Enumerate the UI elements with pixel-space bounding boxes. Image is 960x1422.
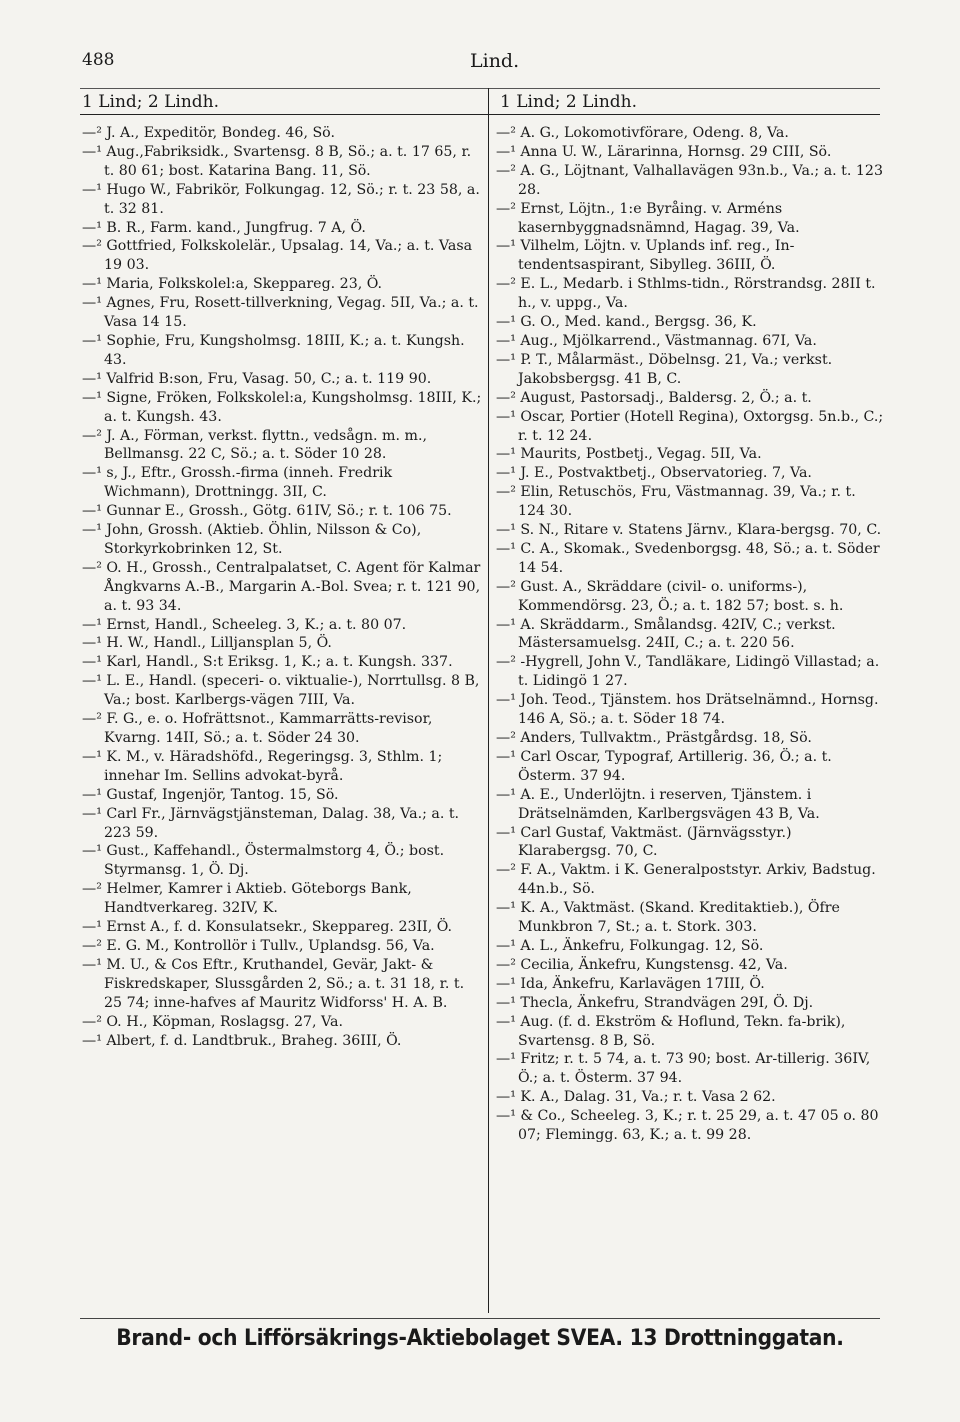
directory-entry: —¹ M. U., & Cos Eftr., Kruthandel, Gevär, Jakt- & Fiskredskaper, Slussgården 2, Sö.; a. t. 31 18, r. t. 25 74; inne-hafves af Mauritz Widforss' H. A. B. (82, 956, 465, 1011)
directory-entry: —² Cecilia, Änkefru, Kungstensg. 42, Va. (496, 956, 788, 973)
directory-entry: —¹ Signe, Fröken, Folkskolel:a, Kungsholmsg. 18III, K.; a. t. Kungsh. 43. (82, 389, 482, 425)
directory-entry: —¹ Carl Oscar, Typograf, Artillerig. 36, Ö.; a. t. Österm. 37 94. (496, 748, 832, 784)
directory-entry: —² Elin, Retuschös, Fru, Västmannag. 39, Va.; r. t. 124 30. (496, 484, 856, 520)
directory-entry: —¹ Ernst A., f. d. Konsulatsekr., Skeppareg. 23II, Ö. (82, 919, 453, 936)
directory-entry: —² J. A., Expeditör, Bondeg. 46, Sö. (82, 125, 335, 141)
directory-entry: —¹ Karl, Handl., S:t Eriksg. 1, K.; a. t. Kungsh. 337. (82, 654, 453, 671)
directory-entry: —¹ C. A., Skomak., Svedenborgsg. 48, Sö.; a. t. Söder 14 54. (496, 540, 880, 576)
directory-entry: —¹ Maurits, Postbetj., Vegag. 5II, Va. (496, 446, 762, 463)
directory-entry: —² A. G., Lokomotivförare, Odeng. 8, Va. (496, 125, 789, 141)
directory-entry: —² O. H., Köpman, Roslagsg. 27, Va. (82, 1013, 343, 1030)
directory-entry: —¹ K. A., Dalag. 31, Va.; r. t. Vasa 2 62. (496, 1089, 776, 1106)
footer-rule (80, 1318, 880, 1319)
right-column-heading: 1 Lind; 2 Lindh. (500, 92, 638, 112)
directory-entry: —¹ B. R., Farm. kand., Jungfrug. 7 A, Ö. (82, 219, 366, 236)
directory-entry: —¹ Aug. (f. d. Ekström & Hoflund, Tekn. fa-brik), Svartensg. 8 B, Sö. (496, 1013, 846, 1049)
directory-entry: —¹ Thecla, Änkefru, Strandvägen 29I, Ö. Dj. (496, 994, 814, 1011)
directory-entry: —¹ K. M., v. Häradshöfd., Regeringsg. 3, Sthlm. 1; innehar Im. Sellins advokat-byrå. (82, 748, 443, 784)
right-column (496, 124, 886, 1145)
directory-entry: —² Gust. A., Skräddare (civil- o. uniforms-), Kommendörsg. 23, Ö.; a. t. 182 57; bost. s. h. (496, 578, 844, 614)
directory-entry: —¹ Agnes, Fru, Rosett-tillverkning, Vegag. 5II, Va.; a. t. Vasa 14 15. (82, 295, 479, 331)
directory-entry: —¹ S. N., Ritare v. Statens Järnv., Klara-bergsg. 70, C. (496, 522, 882, 539)
page-number: 488 (82, 50, 115, 70)
directory-entry: —¹ J. E., Postvaktbetj., Observatorieg. 7, Va. (496, 465, 812, 482)
directory-entry: —¹ H. W., Handl., Lilljansplan 5, Ö. (82, 635, 332, 652)
directory-entry: —² Helmer, Kamrer i Aktieb. Göteborgs Bank, Handtverkareg. 32IV, K. (82, 881, 412, 917)
directory-entry: —¹ G. O., Med. kand., Bergsg. 36, K. (496, 314, 757, 331)
left-column-heading: 1 Lind; 2 Lindh. (82, 92, 220, 112)
directory-entry: —¹ Aug., Mjölkarrend., Västmannag. 67I, Va. (496, 332, 817, 349)
directory-entry: —² J. A., Förman, verkst. flyttn., vedsågn. m. m., Bellmansg. 22 C, Sö.; a. t. Söder 10 28. (82, 427, 427, 463)
directory-entry: —¹ K. A., Vaktmäst. (Skand. Kreditaktieb.), Öfre Munkbron 7, St.; a. t. Stork. 303. (496, 900, 840, 936)
directory-entry: —² A. G., Löjtnant, Valhallavägen 93n.b., Va.; a. t. 123 28. (496, 162, 883, 198)
directory-entry: —¹ P. T., Målarmäst., Döbelnsg. 21, Va.; verkst. Jakobsbergsg. 41 B, C. (496, 351, 833, 387)
directory-entry: —¹ L. E., Handl. (speceri- o. viktualie-), Norrtullsg. 8 B, Va.; bost. Karlbergs-vägen 7III, Va. (82, 673, 480, 709)
directory-entry: —¹ Vilhelm, Löjtn. v. Uplands inf. reg., In-tendentsaspirant, Sibylleg. 36III, Ö. (496, 238, 795, 274)
directory-entry: —¹ Sophie, Fru, Kungsholmsg. 18III, K.; a. t. Kungsh. 43. (82, 332, 465, 368)
directory-entry: —¹ Valfrid B:son, Fru, Vasag. 50, C.; a. t. 119 90. (82, 370, 432, 387)
directory-entry: —² F. G., e. o. Hofrättsnot., Kammarrätts-revisor, Kvarng. 14II, Sö.; a. t. Söder 24 30. (82, 711, 433, 746)
directory-entry: —¹ s, J., Eftr., Grossh.-firma (inneh. Fredrik Wichmann), Drottningg. 3II, C. (82, 465, 393, 501)
directory-entry: —¹ & Co., Scheeleg. 3, K.; r. t. 25 29, a. t. 47 05 o. 80 07; Flemingg. 63, K.; a. t. 99 28. (496, 1108, 879, 1144)
directory-entry: —¹ Maria, Folkskolel:a, Skeppareg. 23, Ö. (82, 276, 383, 293)
directory-entry: —² F. A., Vaktm. i K. Generalpoststyr. Arkiv, Badstug. 44n.b., Sö. (496, 862, 876, 898)
directory-entry: —² E. L., Medarb. i Sthlms-tidn., Rörstrandsg. 28II t. h., v. uppg., Va. (496, 276, 876, 312)
directory-entry: —¹ Oscar, Portier (Hotell Regina), Oxtorgsg. 5n.b., C.; r. t. 12 24. (496, 408, 884, 444)
directory-entry: —¹ Albert, f. d. Landtbruk., Braheg. 36III, Ö. (82, 1032, 402, 1049)
header-rule (80, 88, 880, 89)
directory-entry: —¹ Gust., Kaffehandl., Östermalmstorg 4, Ö.; bost. Styrmansg. 1, Ö. Dj. (82, 843, 445, 879)
directory-entry: —² Anders, Tullvaktm., Prästgårdsg. 18, Sö. (496, 730, 812, 746)
footer-advertisement: Brand- och Lifförsäkrings-Aktiebolaget SVEA. 13 Drottninggatan. (116, 1326, 844, 1351)
directory-entry: —¹ Ida, Änkefru, Karlavägen 17III, Ö. (496, 975, 765, 992)
directory-entry: —¹ Gustaf, Ingenjör, Tantog. 15, Sö. (82, 786, 339, 803)
directory-entry: —¹ A. L., Änkefru, Folkungag. 12, Sö. (496, 937, 764, 954)
directory-entry: —¹ Anna U. W., Lärarinna, Hornsg. 29 CIII, Sö. (496, 143, 832, 160)
directory-entry: —¹ Joh. Teod., Tjänstem. hos Drätselnämnd., Hornsg. 146 A, Sö.; a. t. Söder 18 74. (496, 692, 879, 728)
directory-entry: —¹ Carl Gustaf, Vaktmäst. (Järnvägsstyr.) Klarabergsg. 70, C. (496, 824, 792, 860)
directory-entry: —² O. H., Grossh., Centralpalatset, C. Agent för Kalmar Ångkvarns A.-B., Margarin A.-Bol. Svea; r. t. 121 90, a. t. 93 34. (82, 559, 481, 614)
directory-entry: —² Ernst, Löjtn., 1:e Byråing. v. Arméns kasernbyggnadsnämnd, Hagag. 39, Va. (496, 200, 800, 236)
directory-entry: —² -Hygrell, John V., Tandläkare, Lidingö Villastad; a. t. Lidingö 1 27. (496, 654, 880, 690)
directory-entry: —¹ Carl Fr., Järnvägstjänsteman, Dalag. 38, Va.; a. t. 223 59. (82, 805, 460, 841)
page-title: Lind. (470, 50, 520, 72)
directory-entry: —¹ Gunnar E., Grossh., Götg. 61IV, Sö.; r. t. 106 75. (82, 503, 452, 520)
directory-entry: —² August, Pastorsadj., Baldersg. 2, Ö.; a. t. (496, 389, 812, 406)
directory-entry: —² E. G. M., Kontrollör i Tullv., Uplandsg. 56, Va. (82, 937, 435, 954)
directory-entry: —¹ Hugo W., Fabrikör, Folkungag. 12, Sö.; r. t. 23 58, a. t. 32 81. (82, 181, 480, 217)
directory-entry: —¹ Aug.,Fabriksidk., Svartensg. 8 B, Sö.; a. t. 17 65, r. t. 80 61; bost. Katarina Bang. 11, Sö. (82, 143, 472, 179)
directory-entry: —¹ Ernst, Handl., Scheeleg. 3, K.; a. t. 80 07. (82, 616, 407, 633)
directory-entry: —¹ A. Skräddarm., Smålandsg. 42IV, C.; verkst. Mästersamuelsg. 24II, C.; a. t. 220 56. (496, 616, 836, 652)
column-heading-rule (80, 114, 880, 115)
directory-entry: —² Gottfried, Folkskolelär., Upsalag. 14, Va.; a. t. Vasa 19 03. (82, 238, 473, 274)
directory-entry: —¹ Fritz; r. t. 5 74, a. t. 73 90; bost. Ar-tillerig. 36IV, Ö.; a. t. Österm. 37 94. (496, 1051, 871, 1087)
column-divider (488, 88, 489, 1313)
directory-entry: —¹ John, Grossh. (Aktieb. Öhlin, Nilsson & Co), Storkyrkobrinken 12, St. (82, 522, 422, 557)
left-column (82, 124, 482, 1050)
directory-entry: —¹ A. E., Underlöjtn. i reserven, Tjänstem. i Drätselnämden, Karlbergsvägen 43 B, Va. (496, 786, 820, 822)
